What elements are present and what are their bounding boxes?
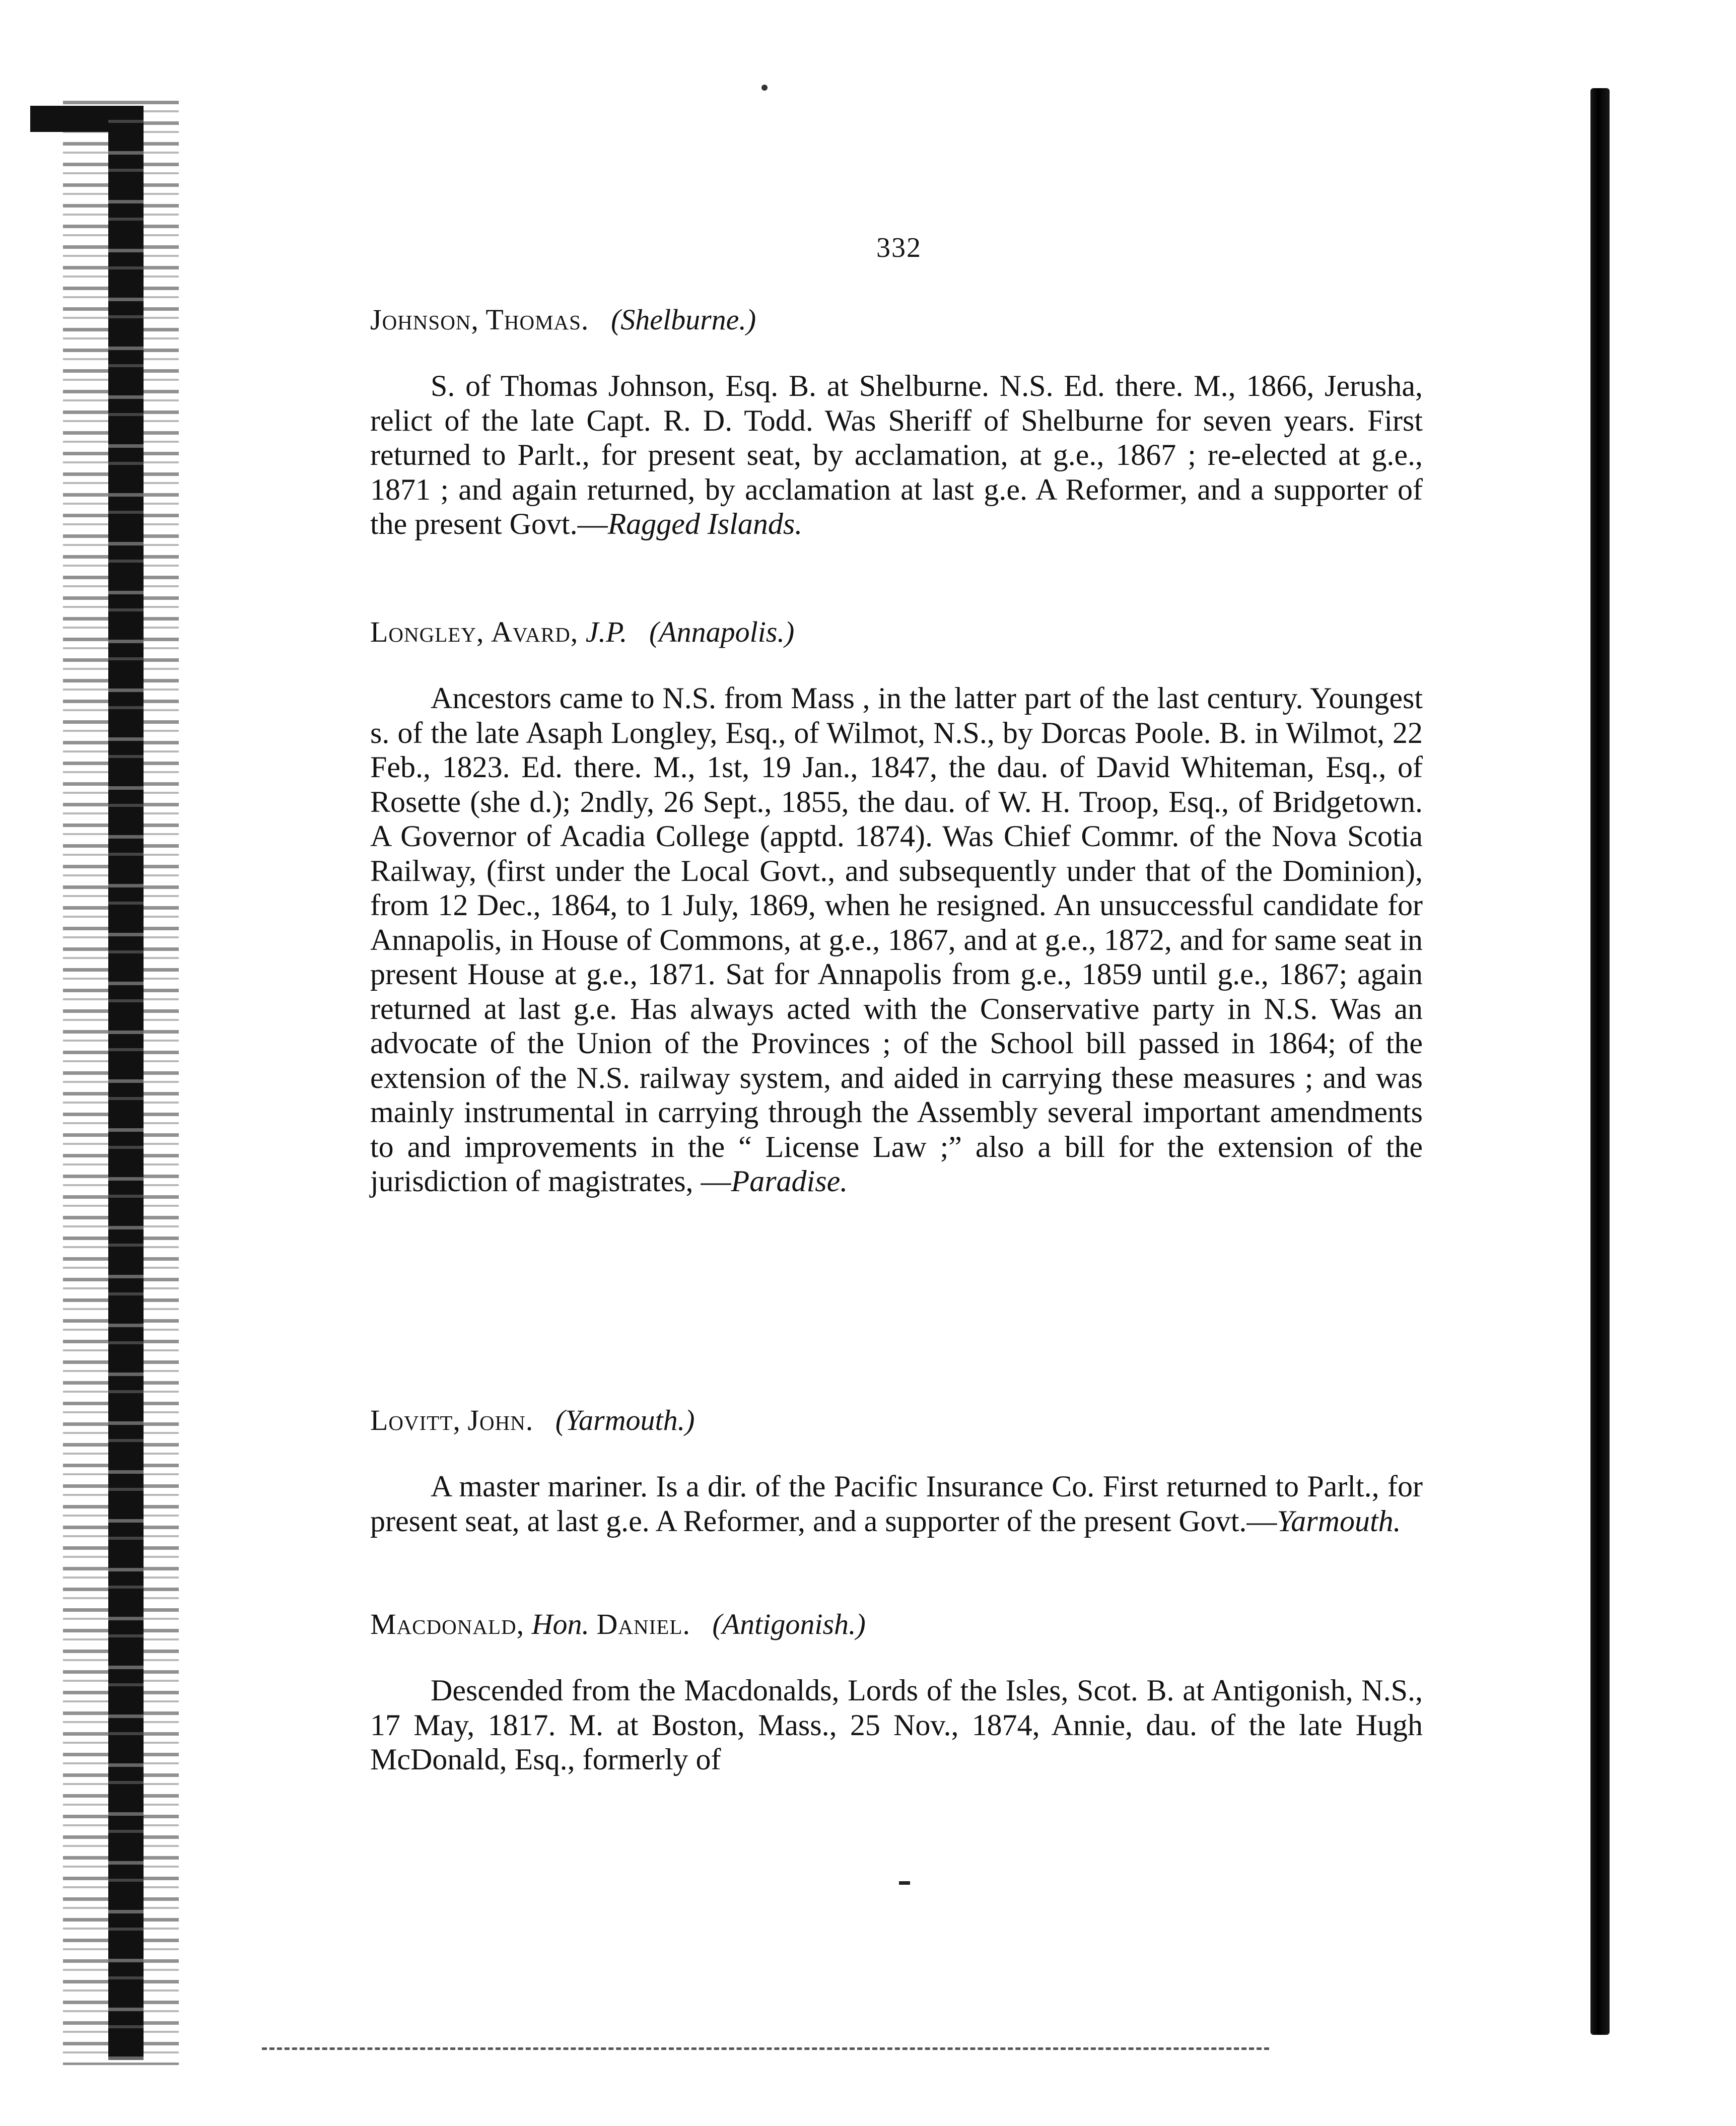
entry-constituency: (Annapolis.) [649,615,795,648]
entry-body: S. of Thomas Johnson, Esq. B. at Shelburne. N.S. Ed. there. M., 1866, Jerusha, relict of the late Capt. R. D. Todd. Was Sheriff of Shelburne for seven years. First returned to Parlt., for present seat, by acclamation, at g.e., 1867 ; re-elected at g.e., 1871 ; and again returned, by acclamation at last g.e. A Reformer, and a supporter of the present Govt.— [370,369,1423,540]
scan-right-edge [1590,88,1610,2035]
entry-surname: Longley [370,615,476,648]
entry-constituency: (Shelburne.) [610,303,756,336]
entry-surname: Johnson [370,303,471,336]
entry-given-name: Daniel. [596,1608,690,1640]
scan-speck [899,1881,910,1885]
entry-constituency: (Yarmouth.) [555,1404,695,1436]
page-number: 332 [876,232,922,263]
entry-given-name: Thomas. [485,303,589,336]
entry-heading [370,1607,1423,1642]
entry-given-name: John. [467,1404,534,1436]
entry-text [370,1673,1423,1777]
entry-text [370,369,1423,541]
scan-binding-edge [108,106,144,2060]
entry-honorific: Hon. [531,1608,590,1640]
entry-johnson [370,302,1423,541]
entry-given-name: Avard, [491,615,579,648]
scan-bottom-rule [262,2047,1269,2050]
entry-text [370,1469,1423,1538]
entry-residence: Yarmouth. [1277,1504,1401,1538]
entry-body: A master mariner. Is a dir. of the Pacific Insurance Co. First returned to Parlt., for present seat, at last g.e. A Reformer, and a supporter of the present Govt.— [370,1470,1423,1538]
entry-body: Descended from the Macdonalds, Lords of the Isles, Scot. B. at Antigonish, N.S., 17 May, 1817. M. at Boston, Mass., 25 Nov., 1874, Annie, dau. of the late Hugh McDonald, Esq., formerly of [370,1674,1423,1776]
entry-lovitt [370,1403,1423,1538]
entry-text [370,681,1423,1199]
entry-longley [370,614,1423,1199]
entry-macdonald [370,1607,1423,1777]
entry-surname: Lovitt [370,1404,453,1436]
entry-heading: Johnson, Thomas. (Shelburne.) [370,303,756,336]
scan-speck [761,85,768,91]
entry-heading: Longley, Avard, J.P. (Annapolis.) [370,615,795,648]
entry-honorific: J.P. [585,615,628,648]
scan-edge-mark [30,106,108,132]
entry-residence: Ragged Islands. [607,507,803,540]
entry-surname: Macdonald, [370,1608,525,1640]
entry-residence: Paradise. [731,1164,848,1198]
entry-heading: Lovitt, John. (Yarmouth.) [370,1404,695,1436]
entry-constituency: (Antigonish.) [712,1608,866,1640]
entry-body: Ancestors came to N.S. from Mass , in the latter part of the last century. Youngest s. of the late Asaph Longley, Esq., of Wilmot, N.S., by Dorcas Poole. B. in Wilmot, 22 Feb., 1823. Ed. there. M., 1st, 19 Jan., 1847, the dau. of David Whiteman, Esq., of Rosette (she d.); 2ndly, 26 Sept., 1855, the dau. of W. H. Troop, Esq., of Bridgetown. A Governor of Acadia College (apptd. 1874). Was Chief Commr. of the Nova Scotia Railway, (first under the Local Govt., and subsequently under that of the Dominion), from 12 Dec., 1864, to 1 July, 1869, when he resigned. An unsuccessful candidate for Annapolis, in House of Commons, at g.e., 1867, and at g.e., 1872, and for same seat in present House at g.e., 1871. Sat for Annapolis from g.e., 1859 until g.e., 1867; again returned at last g.e. Has always acted with the Conservative party in N.S. Was an advocate of the Union of the Provinces ; of the School bill passed in 1864; of the extension of the N.S. railway system, and aided in carrying these measures ; and was mainly instrumental in carrying through the Assembly several important amendments to and improvements in the “ License Law ;” also a bill for the extension of the jurisdiction of magistrates, — [370,681,1423,1198]
